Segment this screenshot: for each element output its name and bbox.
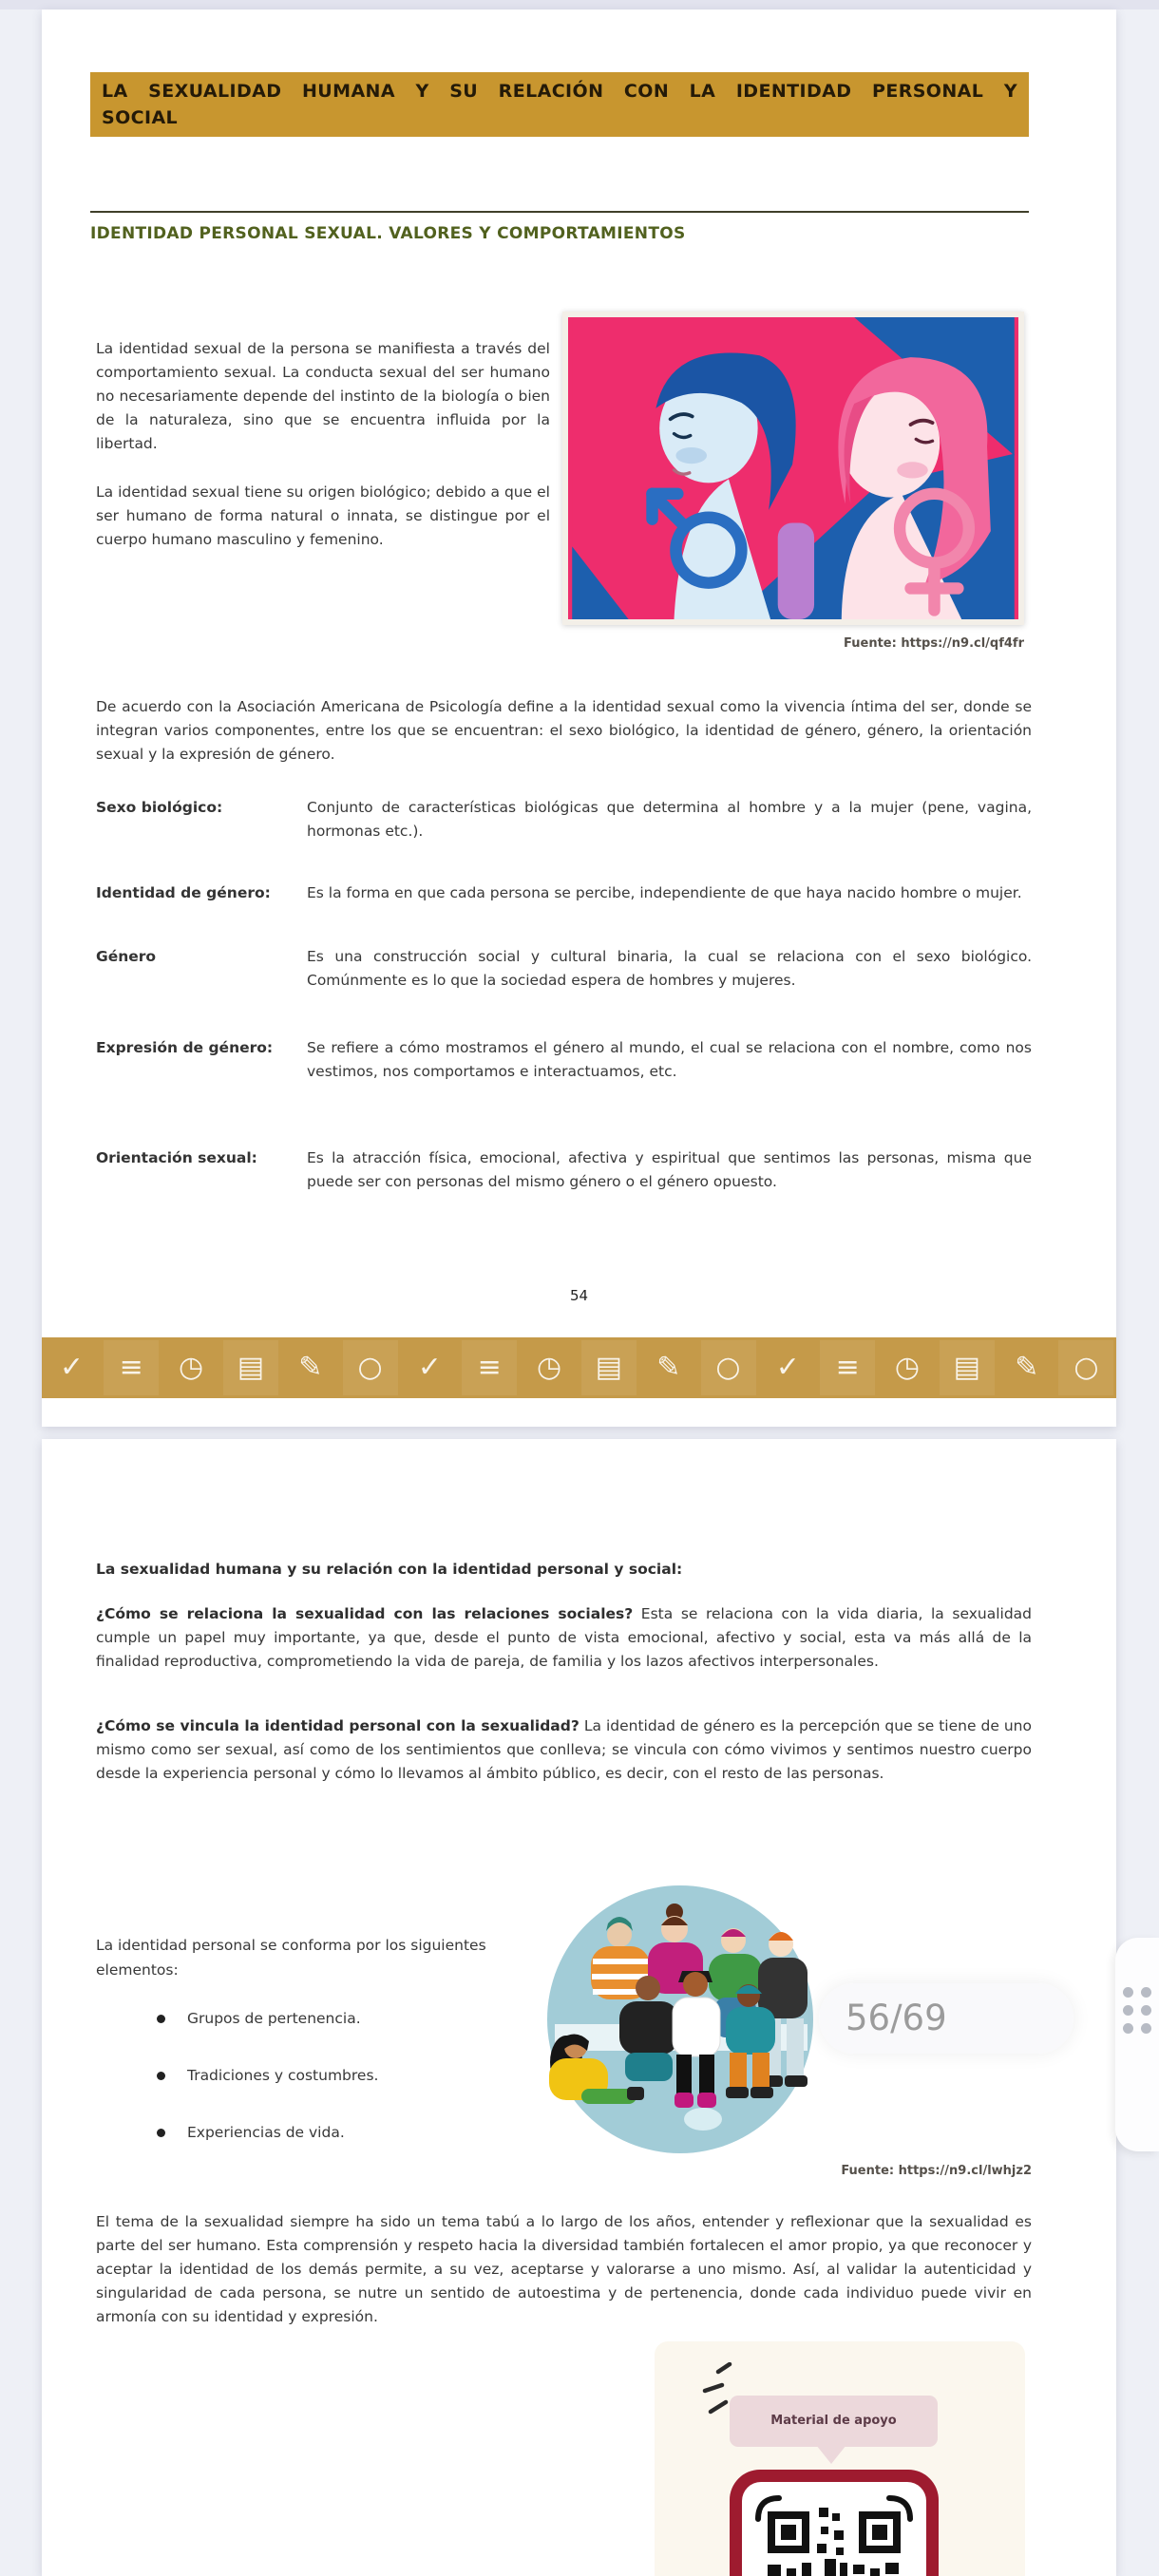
- document-title-bar: [90, 72, 1029, 137]
- list-item: Grupos de pertenencia.: [96, 2009, 504, 2028]
- list-icon: ≡: [462, 1340, 517, 1395]
- check-icon: ✓: [775, 1351, 800, 1384]
- image-source-caption: Fuente: https://n9.cl/lwhjz2: [841, 2164, 1032, 2178]
- definition-row: [96, 796, 1032, 843]
- couple-illustration-svg: [568, 317, 1018, 619]
- calendar-icon: ▤: [223, 1340, 278, 1395]
- clock-icon: ◷: [894, 1351, 921, 1384]
- body-paragraph: De acuerdo con la Asociación Americana de Psicología define a la identidad sexual como la vivencia íntima del ser, donde se integran varios componentes, entre los que se encuentran: el sexo biológico, la identidad de género, género, la orientación sexual y la expresión de género.: [96, 698, 1032, 763]
- qr-code-svg: [730, 2470, 939, 2576]
- pencil-icon: ✎: [656, 1351, 681, 1384]
- definition-row: [96, 1146, 1032, 1194]
- page2-heading: La sexualidad humana y su relación con la identidad personal y social:: [96, 1561, 683, 1578]
- elements-intro: La identidad personal se conforma por los siguientes elementos:: [96, 1937, 486, 1979]
- couple-figure: [562, 312, 1024, 651]
- qr-code: [730, 2470, 939, 2576]
- bubble-pointer: [816, 2445, 846, 2464]
- definition-term: Expresión de género:: [96, 1039, 274, 1056]
- page-indicator-text: 56/69: [846, 1998, 947, 2038]
- pencil-icon: ✎: [298, 1351, 323, 1384]
- intro-paragraph: La identidad sexual tiene su origen biológico; debido a que el ser humano de forma natural o innata, se distingue por el cuerpo humano masculino y femenino.: [96, 483, 550, 548]
- document-page-1: [42, 9, 1116, 1427]
- definition-text: Es la forma en que cada persona se percibe, independiente de que haya nacido hombre o mujer.: [307, 884, 1022, 901]
- group-illustration-svg: [532, 1884, 823, 2156]
- image-source-caption: Fuente: https://n9.cl/qf4fr: [844, 636, 1024, 651]
- definition-row: [96, 945, 1032, 993]
- section-divider-line: [90, 211, 1029, 213]
- intro-text-column: [96, 337, 550, 577]
- document-title-line1: LA SEXUALIDAD HUMANA Y SU RELACIÓN CON LA IDENTIDAD PERSONAL Y: [102, 81, 1017, 102]
- clock-icon: ◷: [178, 1351, 204, 1384]
- circle-icon: ○: [343, 1340, 398, 1395]
- list-icon: ≡: [820, 1340, 875, 1395]
- check-icon: ✓: [59, 1351, 84, 1384]
- question-answer: La identidad de género es la percepción que se tiene de uno mismo como ser sexual, así como de los sentimientos que conlleva; se vincula con cómo vivimos y sentimos nuestro cuerpo desde la experiencia personal y cómo lo llevamos al ámbito público, es decir, con el resto de las personas.: [96, 1717, 1032, 1782]
- definition-text: Es la atracción física, emocional, afectiva y espiritual que sentimos las personas, misma que puede ser con personas del mismo género o el género opuesto.: [307, 1149, 1032, 1190]
- definition-text: Es una construcción social y cultural binaria, la cual se relaciona con el sexo biológico. Comúnmente es lo que la sociedad espera de hombres y mujeres.: [307, 948, 1032, 989]
- decorative-icon-band: [42, 1337, 1116, 1398]
- document-title-line2: SOCIAL: [102, 107, 179, 128]
- calendar-icon: ▤: [581, 1340, 636, 1395]
- group-figure: [532, 1884, 823, 2160]
- calendar-icon: ▤: [940, 1340, 995, 1395]
- support-material-label: Material de apoyo: [730, 2396, 938, 2447]
- definition-term: Género: [96, 948, 157, 965]
- definition-text: Conjunto de características biológicas que determina al hombre y a la mujer (pene, vagina, hormonas etc.).: [307, 799, 1032, 840]
- question-paragraph: [96, 1602, 1032, 1674]
- page-indicator-pill[interactable]: [819, 1983, 1074, 2054]
- couple-illustration: [562, 312, 1024, 625]
- identity-elements-block: [96, 1933, 504, 2180]
- circle-icon: ○: [1058, 1340, 1113, 1395]
- definition-row: [96, 881, 1032, 905]
- closing-paragraph: El tema de la sexualidad siempre ha sido un tema tabú a lo largo de los años, entender y reflexionar que la sexualidad es parte del ser humano. Esta comprensión y respeto hacia la diversidad también fortalecen el amor propio, ya que reconocer y aceptar la identidad de los demás permite, a su vez, aceptarse y valorarse a uno mismo. Así, al validar la autenticidad y singularidad de cada persona, se nutre un sentido de autoestima y de pertenencia, donde cada individuo puede vivir en armonía con su identidad y expresión.: [96, 2213, 1032, 2325]
- question-bold: ¿Cómo se vincula la identidad personal con la sexualidad?: [96, 1717, 580, 1734]
- definition-term: Orientación sexual:: [96, 1149, 257, 1166]
- section-heading: IDENTIDAD PERSONAL SEXUAL. VALORES Y COMPORTAMIENTOS: [90, 224, 686, 243]
- list-item: Tradiciones y costumbres.: [96, 2066, 504, 2085]
- pencil-icon: ✎: [1015, 1351, 1039, 1384]
- drag-handle-dots-icon: [1123, 1987, 1159, 2034]
- clock-icon: ◷: [536, 1351, 562, 1384]
- definition-term: Sexo biológico:: [96, 799, 223, 816]
- list-item: Experiencias de vida.: [96, 2123, 504, 2142]
- question-paragraph: [96, 1714, 1032, 1786]
- elements-list: [96, 2009, 504, 2142]
- check-icon: ✓: [417, 1351, 442, 1384]
- definition-term: Identidad de género:: [96, 884, 271, 901]
- question-answer: Esta se relaciona con la vida diaria, la sexualidad cumple un papel muy importante, ya que, desde el punto de vista emocional, afectivo y social, esta va más allá de la finalidad reproductiva, comprometiendo la vida de pareja, de familia y los lazos afectivos interpersonales.: [96, 1605, 1032, 1670]
- definitions-list: [96, 796, 1032, 1194]
- side-drag-handle[interactable]: [1115, 1938, 1159, 2151]
- page-number: 54: [569, 1287, 589, 1304]
- list-icon: ≡: [104, 1340, 159, 1395]
- top-app-strip: [0, 0, 1159, 9]
- question-bold: ¿Cómo se relaciona la sexualidad con las relaciones sociales?: [96, 1605, 634, 1622]
- circle-icon: ○: [701, 1340, 756, 1395]
- support-material-section: [655, 2341, 1025, 2576]
- definition-text: Se refiere a cómo mostramos el género al mundo, el cual se relaciona con el nombre, como nos vestimos, nos comportamos e interactuamos, etc.: [307, 1039, 1032, 1080]
- definition-row: [96, 1036, 1032, 1084]
- intro-paragraph: La identidad sexual de la persona se manifiesta a través del comportamiento sexual. La conducta sexual del ser humano no necesariamente depende del instinto de la biología o bien de la naturaleza, sino que se encuentra influida por la libertad.: [96, 340, 550, 452]
